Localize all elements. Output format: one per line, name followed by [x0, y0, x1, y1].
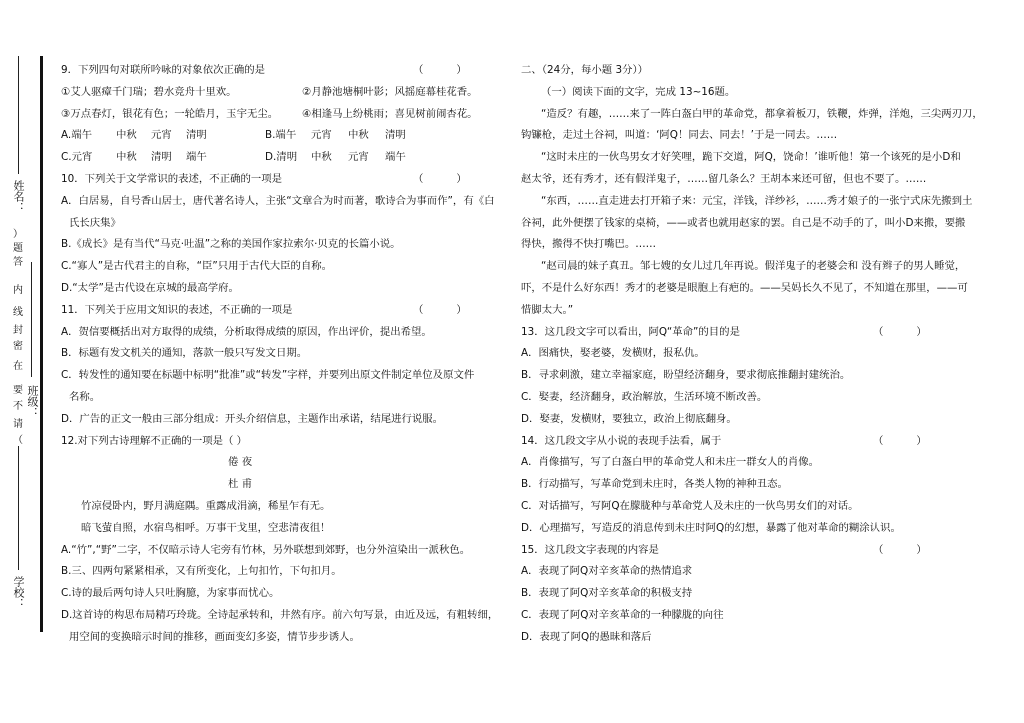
q11-option: A．贺信要概括出对方取得的成绩，分析取得成绩的原因，作出评价，提出希望。	[61, 325, 432, 338]
q9-option: 端午	[186, 151, 207, 164]
q11-option: C．转发性的通知要在标题中标明“批准”或“转发”字样，并要列出原文件制定单位及原文件	[61, 369, 475, 382]
poem-line: 暗飞萤自照，水宿鸟相呼。万事干戈里，空悲清夜徂！	[81, 521, 331, 534]
q10-option: D.“太学”是古代设在京城的最高学府。	[61, 281, 239, 294]
q14-option: C．对话描写，写阿Q在朦胧种与革命党人及未庄的一伙鸟男女们的对话。	[521, 499, 859, 512]
q9-option: 元宵	[151, 129, 172, 142]
seal-note-char: ）	[13, 229, 23, 240]
name-blank	[18, 56, 19, 174]
seal-note-char: 不	[13, 401, 23, 412]
q9-option: 元宵	[311, 129, 332, 142]
passage-line: 吓，不是什么好东西！秀才的老婆是眼胞上有疤的。——吴妈长久不见了，不知道在那里，——可	[521, 281, 968, 294]
q9-option: 清明	[385, 129, 406, 142]
q9-item: ②月静池塘桐叶影；风摇庭幕桂花香。	[302, 85, 478, 98]
name-label: 姓名：	[12, 180, 25, 213]
poem-line: 竹凉侵卧内，野月满庭隅。重露成涓滴，稀星乍有无。	[81, 499, 331, 512]
binding-line	[40, 56, 43, 632]
q11-option: B．标题有发文机关的通知，落款一般只写发文日期。	[61, 347, 308, 360]
q13-option: B．寻求刺激，建立幸福家庭，盼望经济翻身，要求彻底推翻封建统治。	[521, 369, 851, 382]
poem-title: 倦 夜	[228, 456, 253, 469]
right-column	[521, 60, 981, 649]
q13-option: D．娶妻，发横财，要独立，政治上彻底翻身。	[521, 412, 737, 425]
q9-items-row	[61, 104, 506, 126]
answer-paren: （ ）	[413, 64, 467, 76]
passage-line: 得快，搬得不快打嘴巴。……	[521, 238, 657, 251]
q12-option: D.这首诗的构思布局精巧玲珑。全诗起承转和，井然有序。前六句写景，由近及远，有粗转细，	[61, 608, 499, 621]
q9-option: 清明	[186, 129, 207, 142]
school-blank	[18, 446, 19, 570]
q12-option: C.诗的最后两句诗人只吐胸臆，为家事而忧心。	[61, 587, 280, 600]
section-heading: 二、（24分，每小题 3分））	[521, 64, 649, 76]
q10-option-cont: 氏长庆集》	[69, 216, 121, 229]
q15-option: C．表现了阿Q对辛亥革命的一种朦胧的向往	[521, 608, 724, 621]
q14-option: D．心理描写，写造反的消息传到未庄时阿Q的幻想，暴露了他对革命的糊涂认识。	[521, 521, 901, 534]
q9-stem	[61, 60, 506, 82]
q10-option: C.“寡人”是古代君主的自称，“臣”只用于古代大臣的自称。	[61, 260, 333, 273]
answer-paren: （ ）	[873, 434, 927, 447]
q15-stem-text: 15．这几段文字表现的内容是	[521, 543, 659, 556]
q12-option-cont: 用空间的变换暗示时间的推移，画面变幻多姿，情节步步诱人。	[69, 630, 360, 643]
q9-option: 清明	[151, 151, 172, 164]
seal-note-char: 内	[13, 285, 23, 296]
q11-stem	[61, 300, 506, 322]
q10-stem	[61, 169, 506, 191]
answer-paren: （ ）	[873, 543, 927, 556]
q9-option: A.端午	[61, 129, 93, 142]
seal-note-char: 题	[13, 243, 23, 254]
q9-stem-text: 9．下列四句对联所吟咏的对象依次正确的是	[61, 64, 266, 76]
passage-line: 谷祠，此外便摆了钱家的桌椅，——或者也就用赵家的罢。自己是不动手的了，叫小D来搬，要搬	[521, 216, 966, 229]
q12-stem: 12.对下列古诗理解不正确的一项是（ ）	[61, 434, 248, 447]
q11-option-cont: 名称。	[69, 390, 101, 403]
q9-items-row	[61, 82, 506, 104]
q9-option: 元宵	[348, 151, 369, 164]
q10-stem-text: 10．下列关于文学常识的表述，不正确的一项是	[61, 172, 283, 185]
q11-option: D．广告的正文一般由三部分组成：开头介绍信息，主题作出承诺，结尾进行说服。	[61, 412, 444, 425]
seal-note-char: 在	[13, 361, 23, 372]
seal-note-char: 答	[13, 257, 23, 268]
class-blank	[31, 262, 32, 377]
passage-line: “赵司晨的妹子真丑。邹七嫂的女儿过几年再说。假洋鬼子的老婆会和 没有辫子的男人睡觉，	[541, 260, 966, 273]
q12-option: A.“竹”,“野”二字，不仅暗示诗人宅旁有竹林，另外联想到郊野，也分外渲染出一派秋色。	[61, 543, 471, 556]
q15-option: B．表现了阿Q对辛亥革命的积极支持	[521, 587, 693, 600]
seal-note-char: 线	[13, 307, 23, 318]
q9-item: ④相逢马上纷桃雨；喜见树前闹杏花。	[302, 107, 478, 120]
seal-note-char: 请	[13, 419, 23, 430]
q9-item: ①艾人驱瘴千门瑞；碧水竞舟十里欢。	[61, 85, 237, 98]
reading-instruction: （一）阅读下面的文字，完成 13~16题。	[541, 85, 736, 98]
q9-option: 中秋	[116, 151, 137, 164]
answer-paren: （ ）	[413, 172, 467, 185]
answer-paren: （ ）	[873, 325, 927, 338]
q9-option: C.元宵	[61, 151, 93, 164]
school-label: 学校：	[12, 576, 25, 609]
seal-note-char: （	[13, 435, 23, 446]
answer-paren: （ ）	[413, 303, 467, 316]
q9-option: 中秋	[311, 151, 332, 164]
q14-stem	[521, 431, 981, 453]
seal-note-char: 密	[13, 341, 23, 352]
seal-note-char: 封	[13, 325, 23, 336]
passage-line: 赵太爷，还有秀才，还有假洋鬼子，……留几条么？王胡本来还可留，但也不要了。……	[521, 172, 927, 185]
q13-stem-text: 13．这几段文字可以看出，阿Q“革命”的目的是	[521, 325, 740, 338]
q9-option: 中秋	[348, 129, 369, 142]
q12-option: B.三、四两句紧紧相承，又有所变化，上句扣竹，下句扣月。	[61, 565, 342, 578]
passage-line: “这时未庄的一伙鸟男女才好笑哩，跪下交道，阿Q，饶命！’谁听他！第一个该死的是小D和	[541, 151, 961, 164]
passage-line: “造反？有趣，……来了一阵白盔白甲的革命党，都拿着板刀，铁鞭，炸弹，洋炮，三尖两刃刀，	[541, 107, 983, 120]
q9-option: B.端午	[265, 129, 297, 142]
left-column	[61, 60, 506, 649]
poem-author: 杜 甫	[228, 478, 253, 491]
q9-option: 端午	[385, 151, 406, 164]
q14-option: B．行动描写，写革命党到未庄时，各类人物的神种丑态。	[521, 478, 788, 491]
q13-stem	[521, 322, 981, 344]
seal-note-char: 要	[13, 385, 23, 396]
q9-option: D.清明	[265, 151, 298, 164]
q11-stem-text: 11．下列关于应用文知识的表述，不正确的一项是	[61, 303, 293, 316]
q10-option: B.《成长》是有当代“马克·吐温”之称的美国作家拉索尔·贝克的长篇小说。	[61, 238, 401, 251]
q15-stem	[521, 540, 981, 562]
passage-line: 惜脚太大。”	[521, 303, 574, 316]
q9-options-row	[61, 147, 506, 169]
q15-option: D．表现了阿Q的愚昧和落后	[521, 630, 652, 643]
passage-line: 钩镰枪，走过土谷祠，叫道：‘阿Q！同去、同去！’于是一同去。……	[521, 129, 838, 142]
q13-option: C．娶妻，经济翻身，政治解放，生活环境不断改善。	[521, 390, 768, 403]
class-label: 班级：	[26, 385, 39, 418]
passage-line: “东西，……直走进去打开箱子来：元宝，洋钱，洋纱衫，……秀才娘子的一张宁式床先搬到土	[541, 194, 973, 207]
q9-item: ③万点春灯，银花有色；一轮皓月，玉宇无尘。	[61, 107, 279, 120]
q13-option: A．图痛快，娶老婆，发横财，报私仇。	[521, 347, 705, 360]
q15-option: A．表现了阿Q对辛亥革命的热情追求	[521, 565, 693, 578]
q9-options-row	[61, 125, 506, 147]
q10-option: A．白居易，自号香山居士，唐代著名诗人，主张“文章合为时而著，歌诗合为事而作”，有《白	[61, 194, 495, 207]
q9-option: 中秋	[116, 129, 137, 142]
q14-option: A．肖像描写，写了白盔白甲的革命党人和未庄一群女人的肖像。	[521, 456, 820, 469]
q14-stem-text: 14．这几段文字从小说的表现手法看，属于	[521, 434, 722, 447]
